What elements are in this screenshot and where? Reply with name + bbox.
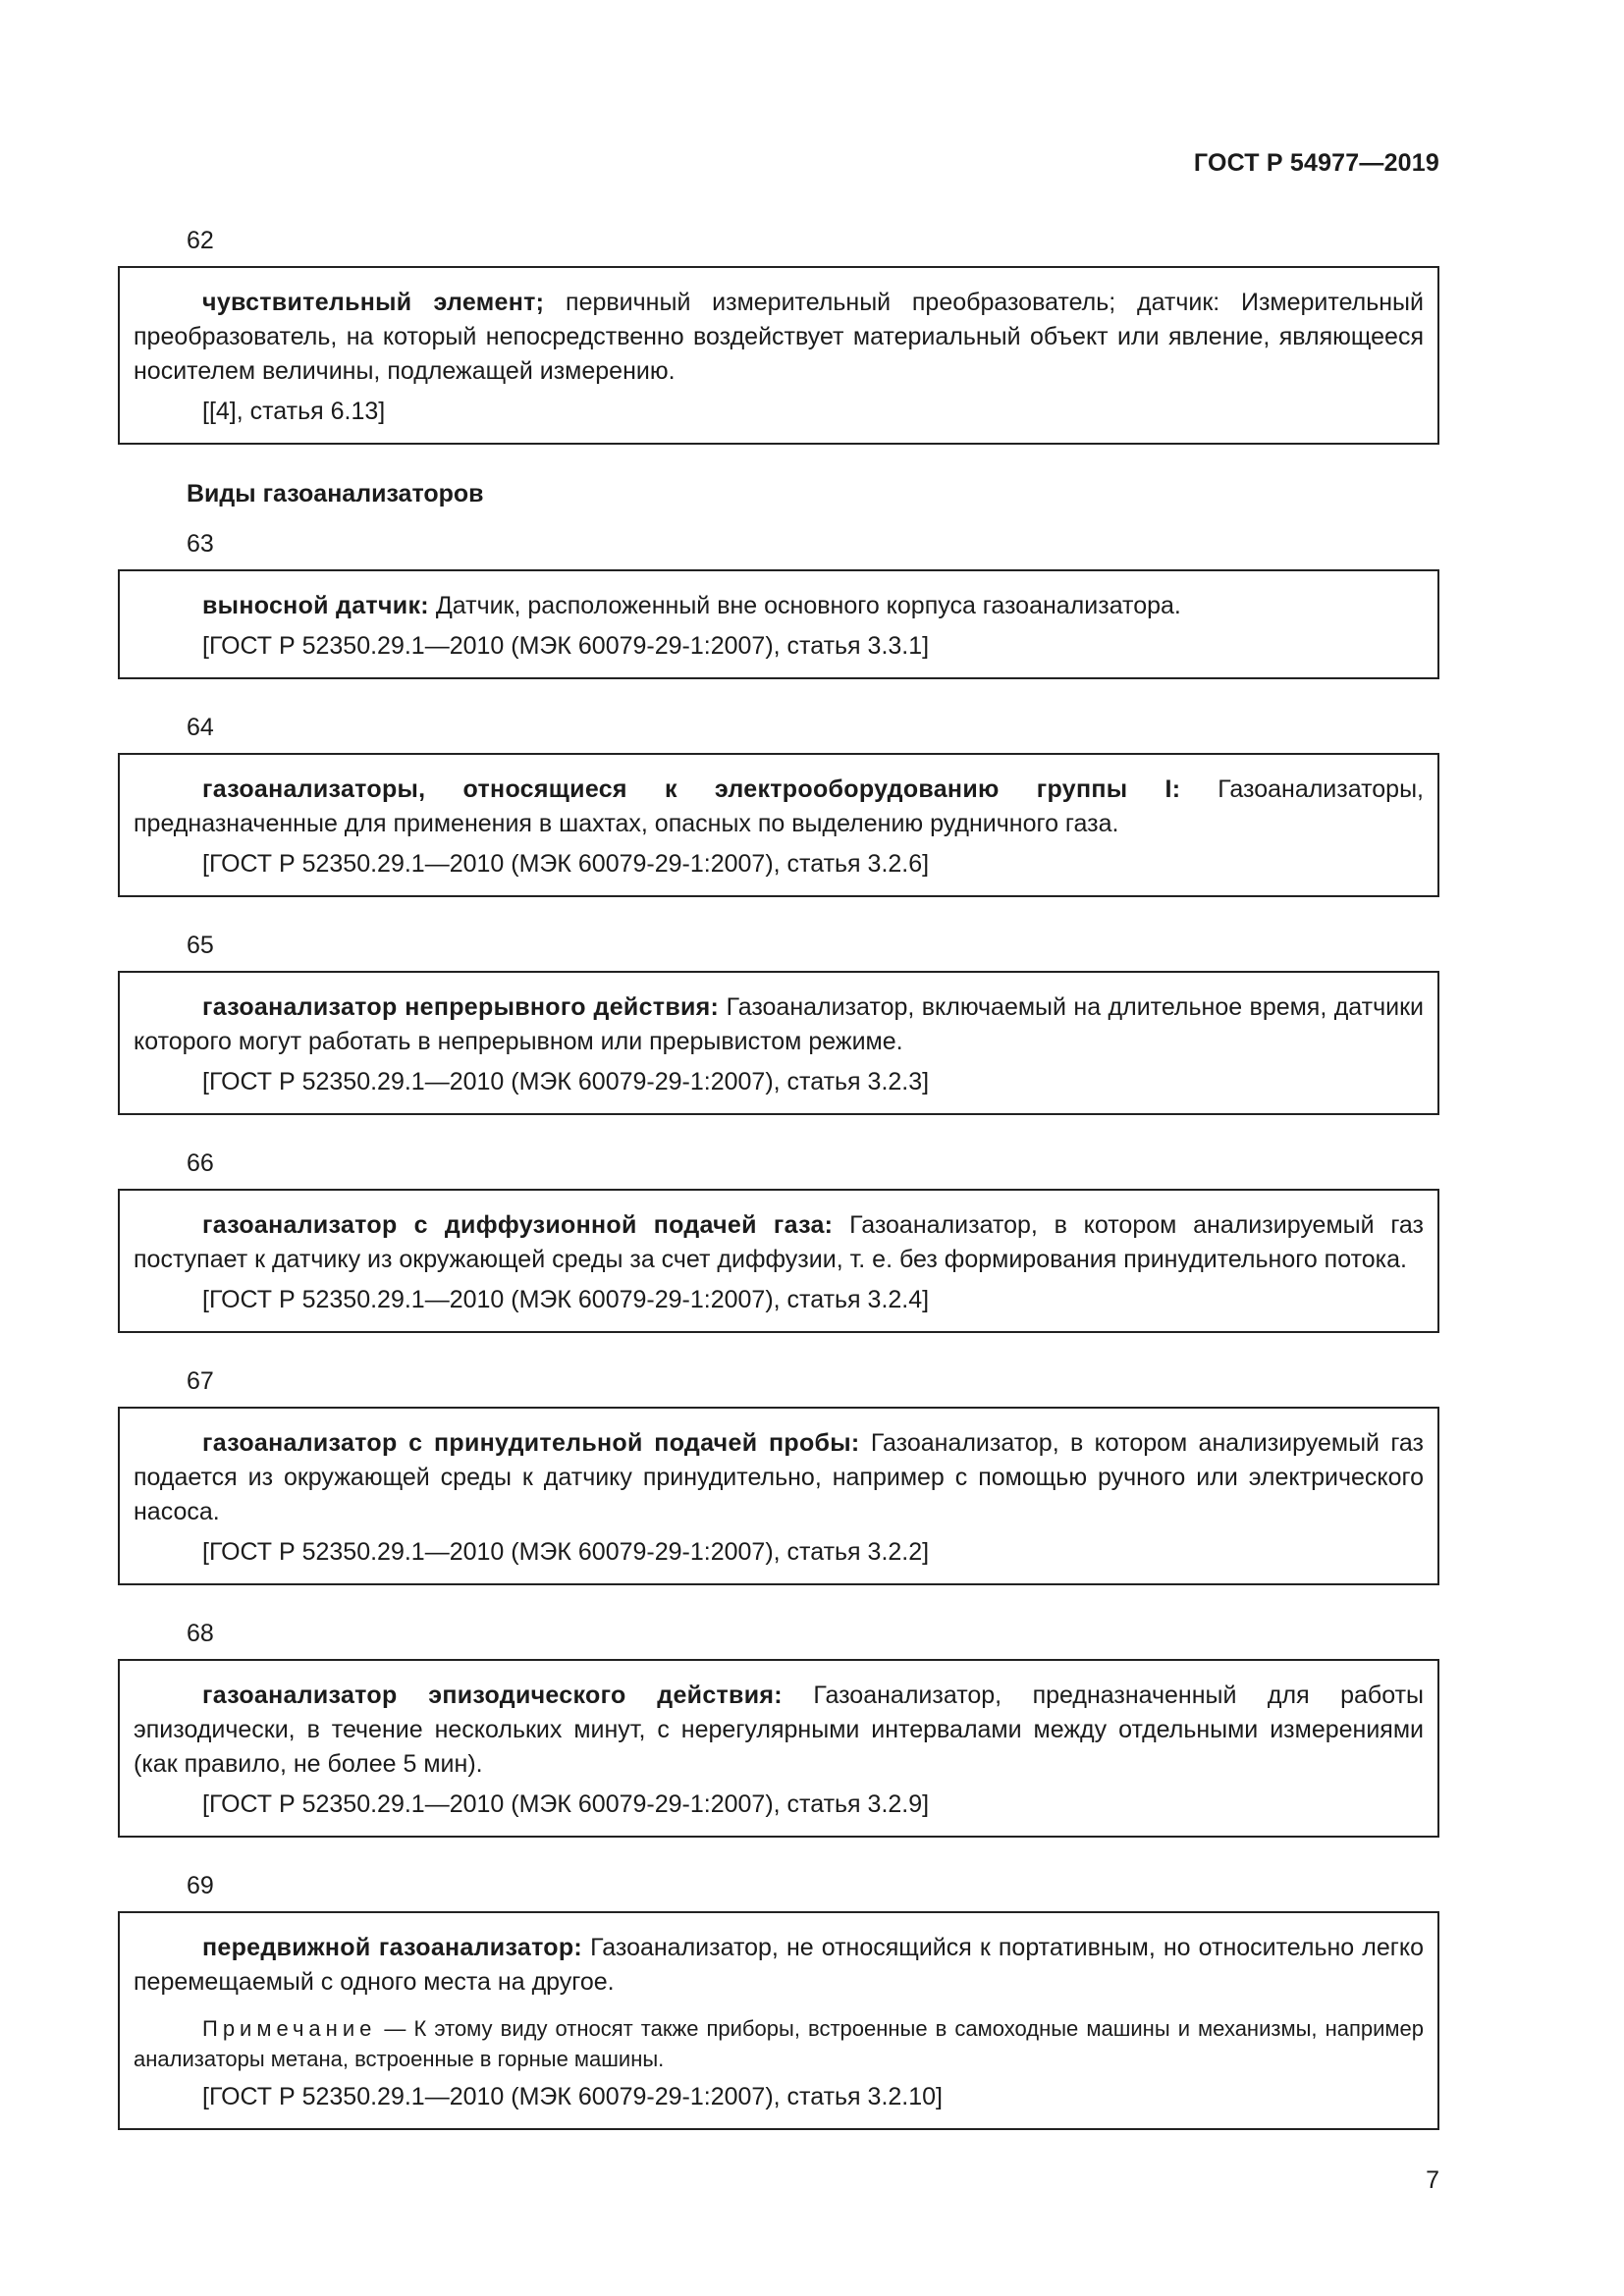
term-source: [ГОСТ Р 52350.29.1—2010 (МЭК 60079-29-1:2007), статья 3.2.2]: [202, 1538, 930, 1566]
definition-text: Газоанализатор, в котором анализируемый газ поступает к датчику из окружающей среды за счет диффузии, т. е. без формирования принудительного потока.: [134, 1211, 1425, 1273]
term-box-65: [118, 971, 1439, 1115]
term-definition: [134, 589, 1424, 623]
term-box-66: [118, 1189, 1439, 1333]
term-name: передвижной газоанализатор:: [202, 1934, 583, 1961]
definition-text: Газоанализатор, предназначенный для работы эпизодически, в течение нескольких минут, с нерегулярными интервалами между отдельными измерениями (как правило, не более 5 мин).: [134, 1682, 1424, 1778]
term-box-67: [118, 1407, 1439, 1585]
term-name: газоанализатор непрерывного действия:: [202, 993, 720, 1021]
term-name: газоанализатор с принудительной подачей пробы:: [202, 1429, 860, 1457]
term-number: 65: [187, 932, 214, 959]
term-source: [ГОСТ Р 52350.29.1—2010 (МЭК 60079-29-1:2007), статья 3.2.4]: [202, 1286, 930, 1313]
term-number: 69: [187, 1872, 214, 1899]
term-number: 63: [187, 530, 214, 558]
terms-content: [118, 226, 1439, 2163]
term-box-69: [118, 1911, 1439, 2130]
term-number: 62: [187, 227, 214, 254]
term-number: 68: [187, 1620, 214, 1647]
term-box-68: [118, 1659, 1439, 1838]
term-source: [ГОСТ Р 52350.29.1—2010 (МЭК 60079-29-1:2007), статья 3.2.9]: [202, 1790, 930, 1818]
term-box-62: [118, 266, 1439, 445]
term-source: [ГОСТ Р 52350.29.1—2010 (МЭК 60079-29-1:2007), статья 3.3.1]: [202, 632, 930, 660]
term-definition: [134, 1426, 1424, 1529]
document-code-header: ГОСТ Р 54977—2019: [1193, 149, 1439, 177]
definition-text: Датчик, расположенный вне основного корпуса газоанализатора.: [428, 592, 1181, 619]
term-source: [ГОСТ Р 52350.29.1—2010 (МЭК 60079-29-1:2007), статья 3.2.6]: [202, 850, 930, 878]
term-number: 64: [187, 714, 214, 741]
definition-text: Газоанализатор, не относящийся к портативным, но относительно легко перемещаемый с одного места на другое.: [134, 1934, 1424, 1996]
definition-text: первичный измерительный преобразователь; датчик: Измерительный преобразователь, на который непосредственно воздействует материальный объект или явление, являющееся носителем величины, подлежащей измерению.: [134, 289, 1424, 385]
term-definition: [134, 286, 1424, 389]
term-source: [ГОСТ Р 52350.29.1—2010 (МЭК 60079-29-1:2007), статья 3.2.10]: [202, 2083, 943, 2110]
term-box-63: [118, 569, 1439, 679]
definition-text: Газоанализатор, включаемый на длительное время, датчики которого могут работать в непрерывном или прерывистом режиме.: [134, 993, 1424, 1055]
definition-text: Газоанализатор, в котором анализируемый газ подается из окружающей среды к датчику принудительно, например с помощью ручного или электрического насоса.: [134, 1429, 1424, 1525]
term-source: [[4], статья 6.13]: [202, 398, 386, 425]
section-title: Виды газоанализаторов: [187, 480, 484, 507]
definition-text: Газоанализаторы, предназначенные для применения в шахтах, опасных по выделению рудничного газа.: [134, 775, 1424, 837]
term-number: 66: [187, 1149, 214, 1177]
term-name: газоанализаторы, относящиеся к электрооборудованию группы I:: [202, 775, 1181, 803]
note-label: Примечание: [202, 2016, 377, 2041]
term-box-64: [118, 753, 1439, 897]
term-number: 67: [187, 1367, 214, 1395]
term-definition: [134, 990, 1424, 1059]
page-number: 7: [1426, 2166, 1439, 2194]
term-source: [ГОСТ Р 52350.29.1—2010 (МЭК 60079-29-1:2007), статья 3.2.3]: [202, 1068, 930, 1095]
term-definition: [134, 1679, 1424, 1782]
term-definition: [134, 1931, 1424, 2000]
term-definition: [134, 773, 1424, 841]
term-name: чувствительный элемент;: [202, 289, 545, 316]
term-name: газоанализатор с диффузионной подачей газа:: [202, 1211, 834, 1239]
term-name: газоанализатор эпизодического действия:: [202, 1682, 783, 1709]
term-note: [134, 2013, 1424, 2074]
term-name: выносной датчик:: [202, 592, 429, 619]
term-definition: [134, 1208, 1424, 1277]
note-text: — К этому виду относят также приборы, встроенные в самоходные машины и механизмы, например анализаторы метана, встроенные в горные машины.: [134, 2016, 1424, 2071]
